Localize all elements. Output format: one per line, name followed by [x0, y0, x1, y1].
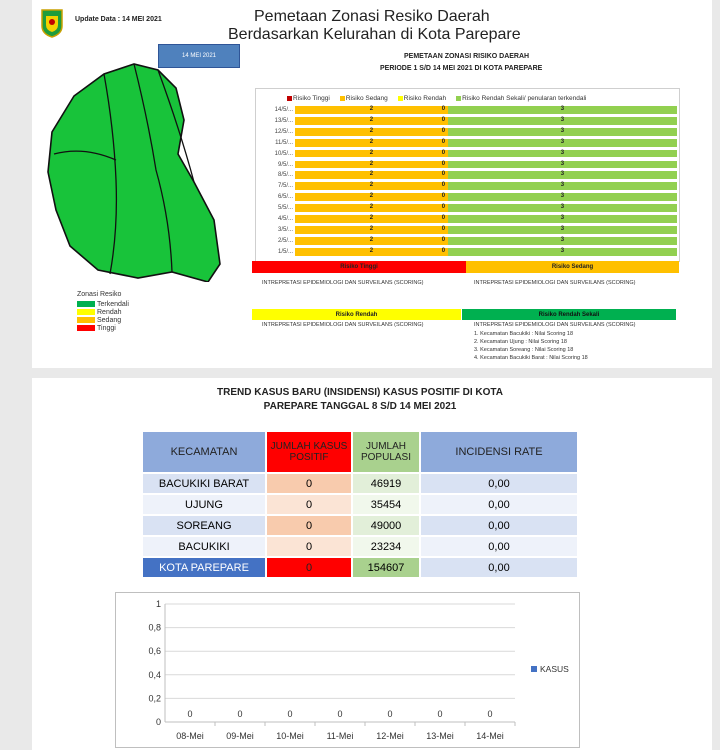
row-date-label: 9/5/...	[277, 161, 293, 168]
bar-rendah-sekali	[448, 171, 677, 179]
zero-value-label: 0	[441, 182, 446, 189]
risk-rendah-box: Risiko Rendah	[252, 309, 461, 320]
zero-value-label: 0	[441, 149, 446, 156]
zero-value-label: 0	[441, 236, 446, 243]
interp-rendah: INTREPRETASI EPIDEMIOLOGI DAN SURVEILANS (SCORING)	[262, 322, 424, 328]
data-label: 0	[487, 709, 493, 719]
map-legend-item	[77, 300, 129, 308]
bar-sedang	[295, 248, 448, 256]
legend-label: Terkendali	[97, 300, 129, 308]
bar-sedang	[295, 204, 448, 212]
cell-rate: 0,00	[421, 495, 577, 514]
legend-swatch	[77, 317, 95, 323]
bar-value-label: 3	[560, 160, 565, 167]
scoring-list	[474, 330, 588, 362]
row-date-label: 3/5/...	[277, 226, 293, 233]
bar-rendah-sekali	[448, 117, 677, 125]
bar-value-label: 2	[369, 215, 374, 221]
x-tick-label: 10-Mei	[276, 731, 304, 741]
risk-sedang-box: Risiko Sedang	[466, 261, 679, 273]
bar-rendah-sekali	[448, 106, 677, 114]
bar-rendah-sekali	[448, 226, 677, 234]
update-label: Update Data : 14 MEI 2021	[75, 16, 162, 23]
chart-frame	[116, 593, 580, 748]
legend-swatch	[287, 96, 292, 101]
cell-rate: 0,00	[421, 537, 577, 556]
zero-value-label: 0	[441, 193, 446, 200]
risk-rendah-sekali-box: Risiko Rendah Sekali	[462, 309, 676, 320]
zero-value-label: 0	[441, 116, 446, 123]
bar-value-label: 3	[560, 215, 565, 221]
y-tick-label: 0,2	[148, 693, 161, 704]
trend-title-line2: PAREPARE TANGGAL 8 S/D 14 MEI 2021	[263, 401, 457, 412]
bar-value-label: 2	[369, 225, 374, 232]
x-tick-label: 08-Mei	[176, 731, 204, 741]
header-incidensi: INCIDENSI RATE	[421, 432, 577, 472]
zonation-row	[255, 214, 680, 225]
x-tick-label: 13-Mei	[426, 731, 454, 741]
table-total-row	[143, 558, 577, 577]
zonation-row	[255, 170, 680, 181]
cell-kecamatan: BACUKIKI BARAT	[143, 474, 265, 493]
bar-rendah-sekali	[448, 204, 677, 212]
legend-swatch	[456, 96, 461, 101]
zonation-legend	[287, 95, 586, 102]
zero-value-label: 0	[441, 160, 446, 167]
bar-value-label: 2	[369, 127, 374, 134]
zonation-row	[255, 247, 680, 258]
bar-value-label: 2	[369, 138, 374, 145]
legend-label: KASUS	[540, 664, 569, 674]
bar-sedang	[295, 182, 448, 190]
cell-populasi: 35454	[353, 495, 419, 514]
legend-label: Sedang	[97, 316, 122, 324]
bar-value-label: 2	[369, 106, 374, 112]
interp-tinggi: INTREPRETASI EPIDEMIOLOGI DAN SURVEILANS (SCORING)	[262, 280, 424, 286]
row-date-label: 12/5/...	[274, 128, 293, 135]
risk-tinggi-box: Risiko Tinggi	[252, 261, 466, 273]
row-date-label: 1/5/...	[277, 248, 293, 255]
zonation-row	[255, 127, 680, 138]
bar-value-label: 3	[560, 138, 565, 145]
legend-label: Risiko Tinggi	[293, 95, 330, 102]
y-tick-label: 0,6	[148, 646, 161, 657]
row-date-label: 5/5/...	[277, 205, 293, 212]
bar-rendah-sekali	[448, 237, 677, 245]
legend-swatch	[77, 325, 95, 331]
legend-label: Risiko Sedang	[345, 95, 388, 102]
map-legend-item	[77, 316, 129, 324]
header-kecamatan: KECAMATAN	[143, 432, 265, 472]
page-title-line2: Berdasarkan Kelurahan di Kota Parepare	[228, 26, 521, 43]
legend-swatch	[531, 666, 537, 672]
zonation-title-line1: PEMETAAN ZONASI RISIKO DAERAH	[404, 53, 530, 60]
bar-rendah-sekali	[448, 150, 677, 158]
list-item: 1. Kecamatan Bacukiki : Nilai Scoring 18	[474, 331, 574, 337]
zonation-row	[255, 105, 680, 116]
bar-sedang	[295, 226, 448, 234]
header-jumlah-populasi: JUMLAH POPULASI	[353, 432, 419, 472]
table-row	[143, 474, 577, 493]
bar-rendah-sekali	[448, 161, 677, 169]
bar-value-label: 2	[369, 236, 374, 243]
cell-rate: 0,00	[421, 516, 577, 535]
table-header-row	[143, 432, 577, 472]
zero-value-label: 0	[441, 171, 446, 178]
bar-value-label: 2	[369, 204, 374, 211]
cell-populasi: 23234	[353, 537, 419, 556]
row-date-label: 8/5/...	[277, 172, 293, 179]
incidence-table	[141, 430, 579, 579]
data-label: 0	[287, 709, 293, 719]
bar-value-label: 2	[369, 149, 374, 156]
bar-value-label: 3	[560, 149, 565, 156]
y-tick-label: 0,8	[148, 622, 161, 633]
row-date-label: 2/5/...	[277, 237, 293, 244]
cell-kasus-total: 0	[267, 558, 351, 577]
bar-value-label: 3	[560, 236, 565, 243]
interp-rendah-sekali: INTREPRETASI EPIDEMIOLOGI DAN SURVEILANS (SCORING)	[474, 322, 636, 328]
bar-sedang	[295, 128, 448, 136]
bar-value-label: 3	[560, 193, 565, 200]
bar-sedang	[295, 237, 448, 245]
bar-sedang	[295, 117, 448, 125]
zonation-row	[255, 236, 680, 247]
bar-rendah-sekali	[448, 193, 677, 201]
list-item: 3. Kecamatan Soreang : Nilai Scoring 18	[474, 347, 574, 353]
cell-kasus: 0	[267, 495, 351, 514]
bar-rendah-sekali	[448, 182, 677, 190]
bar-value-label: 3	[560, 182, 565, 189]
interp-sedang: INTREPRETASI EPIDEMIOLOGI DAN SURVEILANS (SCORING)	[474, 280, 636, 286]
row-date-label: 4/5/...	[277, 216, 293, 222]
zonation-row	[255, 138, 680, 149]
map-legend-item	[77, 308, 129, 316]
bar-value-label: 2	[369, 247, 374, 254]
header-jumlah-kasus: JUMLAH KASUS POSITIF	[267, 432, 351, 472]
list-item: 4. Kecamatan Bacukiki Barat : Nilai Scoring 18	[474, 355, 588, 361]
zonation-rows	[255, 105, 680, 260]
zonation-row	[255, 116, 680, 127]
cell-kecamatan: SOREANG	[143, 516, 265, 535]
table-row	[143, 495, 577, 514]
bar-sedang	[295, 161, 448, 169]
zero-value-label: 0	[441, 138, 446, 145]
legend-swatch	[340, 96, 345, 101]
cell-populasi: 49000	[353, 516, 419, 535]
y-tick-label: 1	[155, 599, 161, 609]
bar-value-label: 3	[560, 225, 565, 232]
cell-rate-total: 0,00	[421, 558, 577, 577]
bar-value-label: 2	[369, 116, 374, 123]
trend-chart	[115, 592, 580, 748]
legend-label: Risiko Rendah	[403, 95, 447, 102]
bar-sedang	[295, 171, 448, 179]
bar-value-label: 2	[369, 160, 374, 167]
table-row	[143, 537, 577, 556]
list-item: 2. Kecamatan Ujung : Nilai Scoring 18	[474, 339, 567, 345]
bar-sedang	[295, 150, 448, 158]
data-label: 0	[337, 709, 343, 719]
data-label: 0	[187, 709, 193, 719]
bar-rendah-sekali	[448, 248, 677, 256]
legend-swatch	[398, 96, 403, 101]
map-legend-title: Zonasi Resiko	[77, 291, 122, 298]
cell-kasus: 0	[267, 474, 351, 493]
x-tick-label: 14-Mei	[476, 731, 504, 741]
bar-value-label: 3	[560, 116, 565, 123]
trend-title-line1: TREND KASUS BARU (INSIDENSI) KASUS POSITIF DI KOTA	[217, 387, 503, 398]
zonation-row	[255, 149, 680, 160]
page-title-line1: Pemetaan Zonasi Resiko Daerah	[254, 8, 490, 25]
data-label: 0	[237, 709, 243, 719]
bar-sedang	[295, 106, 448, 114]
cell-kecamatan: BACUKIKI	[143, 537, 265, 556]
bar-value-label: 3	[560, 127, 565, 134]
bar-rendah-sekali	[448, 128, 677, 136]
y-tick-label: 0,4	[148, 669, 161, 680]
bar-value-label: 2	[369, 182, 374, 189]
row-date-label: 10/5/...	[274, 150, 293, 157]
x-tick-label: 09-Mei	[226, 731, 254, 741]
y-tick-label: 0	[155, 717, 161, 727]
bar-value-label: 3	[560, 171, 565, 178]
zonation-row	[255, 203, 680, 214]
parepare-logo	[40, 8, 64, 38]
zonation-row	[255, 192, 680, 203]
cell-populasi-total: 154607	[353, 558, 419, 577]
table-row	[143, 516, 577, 535]
x-tick-label: 11-Mei	[326, 731, 354, 741]
row-date-label: 7/5/...	[277, 183, 293, 190]
zero-value-label: 0	[441, 225, 446, 232]
x-tick-label: 12-Mei	[376, 731, 404, 741]
date-box: 14 MEI 2021	[158, 44, 240, 68]
zonation-row	[255, 160, 680, 171]
zonation-title-line2: PERIODE 1 S/D 14 MEI 2021 DI KOTA PAREPARE	[380, 65, 543, 72]
legend-label: Risiko Rendah Sekali/ penularan terkendali	[462, 95, 587, 102]
zero-value-label: 0	[441, 127, 446, 134]
bar-value-label: 3	[560, 247, 565, 254]
legend-label: Tinggi	[97, 324, 116, 332]
bar-value-label: 3	[560, 106, 565, 112]
row-date-label: 13/5/...	[274, 117, 293, 124]
bar-rendah-sekali	[448, 139, 677, 147]
data-label: 0	[387, 709, 393, 719]
legend-swatch	[77, 309, 95, 315]
cell-kecamatan-total: KOTA PAREPARE	[143, 558, 265, 577]
row-date-label: 14/5/...	[274, 107, 293, 113]
legend-swatch	[77, 301, 95, 307]
zero-value-label: 0	[441, 215, 446, 221]
data-label: 0	[437, 709, 443, 719]
bar-value-label: 2	[369, 193, 374, 200]
cell-kasus: 0	[267, 516, 351, 535]
bar-rendah-sekali	[448, 215, 677, 223]
parepare-map	[44, 60, 224, 282]
bar-value-label: 2	[369, 171, 374, 178]
cell-kecamatan: UJUNG	[143, 495, 265, 514]
cell-rate: 0,00	[421, 474, 577, 493]
map-legend-item	[77, 324, 129, 332]
zonation-row	[255, 181, 680, 192]
legend-label: Rendah	[97, 308, 122, 316]
zero-value-label: 0	[441, 106, 446, 112]
cell-populasi: 46919	[353, 474, 419, 493]
map-legend	[77, 300, 129, 332]
bar-sedang	[295, 193, 448, 201]
bar-value-label: 3	[560, 204, 565, 211]
zero-value-label: 0	[441, 247, 446, 254]
row-date-label: 11/5/...	[275, 139, 293, 146]
bar-sedang	[295, 139, 448, 147]
zero-value-label: 0	[441, 204, 446, 211]
zonation-row	[255, 225, 680, 236]
row-date-label: 6/5/...	[277, 194, 293, 201]
bar-sedang	[295, 215, 448, 223]
cell-kasus: 0	[267, 537, 351, 556]
